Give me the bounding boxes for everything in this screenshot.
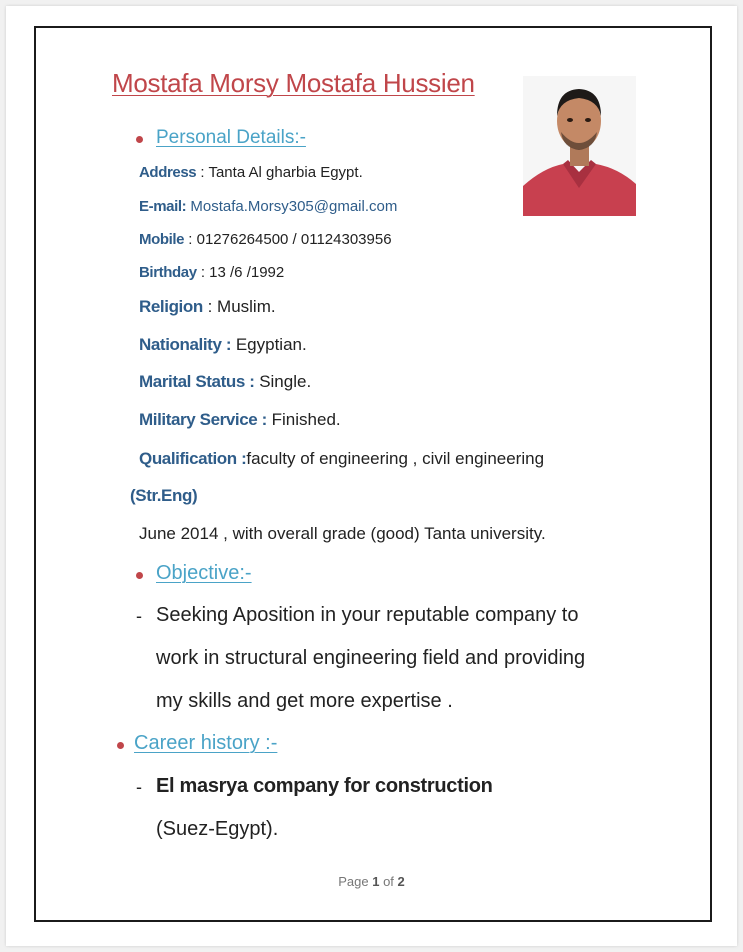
detail-marital-status [139,372,311,392]
current-page: 1 [372,874,380,889]
military-value: Finished. [266,410,341,429]
career-company: El masrya company for construction [156,775,493,797]
address-label: Address [139,164,197,181]
section-heading-personal: Personal Details:- [156,127,306,148]
birthday-value: : 13 /6 /1992 [196,264,285,281]
page-prefix: Page [338,874,373,889]
qualification-label: Qualification : [139,449,247,468]
document-page [6,6,737,946]
mobile-value: : 01276264500 / 01124303956 [184,231,392,248]
detail-military-service [139,410,341,430]
red-dot-bullet-icon [136,136,143,143]
detail-birthday [139,264,284,281]
qualification-date: June 2014 , with overall grade (good) Tanta university. [139,524,546,543]
detail-mobile [139,231,392,248]
page-middle: of [379,874,398,889]
birthday-label: Birthday [139,264,197,281]
nationality-label: Nationality : [139,335,232,354]
section-heading-career: Career history :- [134,732,278,754]
email-value: Mostafa.Morsy305@gmail.com [186,198,398,215]
red-dot-bullet-icon [117,742,124,749]
detail-email [139,198,397,215]
qualification-value: faculty of engineering , civil engineering [246,449,545,468]
dash-bullet-icon: - [136,777,142,797]
objective-line-3: my skills and get more expertise . [156,690,453,712]
detail-qualification [139,449,544,469]
red-dot-bullet-icon [136,572,143,579]
marital-label: Marital Status : [139,372,255,391]
objective-line-1: Seeking Aposition in your reputable company to [156,604,579,626]
detail-religion [139,297,276,317]
marital-value: Single. [254,372,312,391]
objective-line-2: work in structural engineering field and providing [156,647,586,669]
religion-value: : Muslim. [202,297,276,316]
qualification-spec: (Str.Eng) [130,486,198,505]
section-heading-objective: Objective:- [156,562,252,584]
candidate-name: Mostafa Morsy Mostafa Hussien [112,68,475,98]
profile-photo [523,76,636,216]
religion-label: Religion [139,297,203,316]
total-pages: 2 [397,874,405,889]
email-label: E-mail: [139,198,187,215]
nationality-value: Egyptian. [231,335,307,354]
page-indicator [6,874,737,889]
dash-bullet-icon: - [136,606,142,626]
detail-nationality [139,335,307,355]
mobile-label: Mobile [139,231,185,248]
career-location: (Suez-Egypt). [156,818,279,840]
profile-photo-image [523,76,636,216]
military-label: Military Service : [139,410,267,429]
address-value: : Tanta Al gharbia Egypt. [196,164,363,181]
detail-address [139,164,363,181]
qualification-specialty [130,486,197,506]
